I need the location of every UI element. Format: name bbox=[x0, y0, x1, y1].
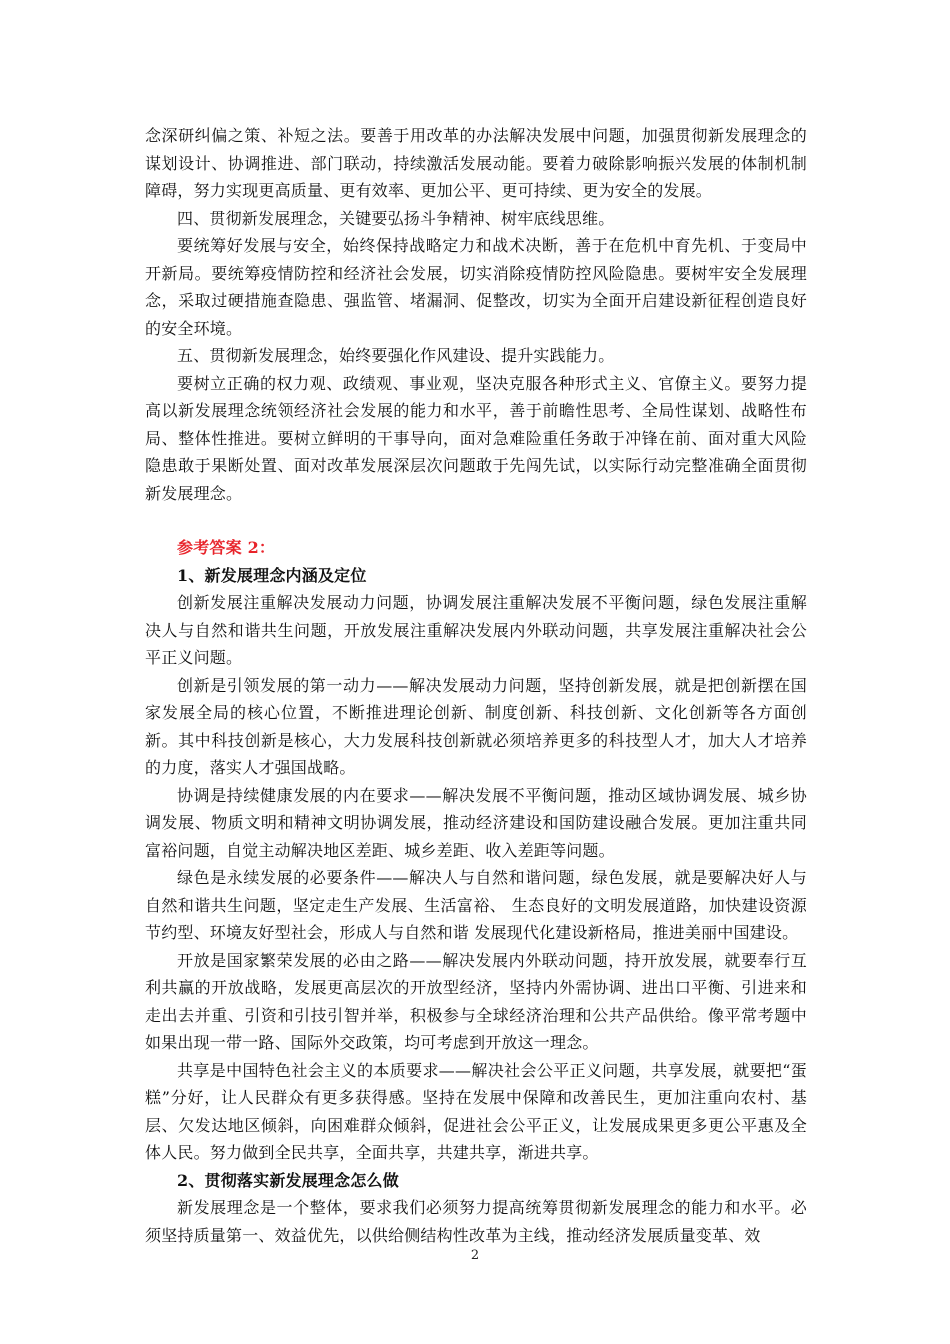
paragraph: 开放是国家繁荣发展的必由之路——解决发展内外联动问题，持开放发展，就要奉行互利共赢的开放战略，发展更高层次的开放型经济，坚持内外需协调、进出口平衡、引进来和走出去并重、引资和引技引智并举，积极参与全球经济治理和公共产品供给。像平常考题中如果出现一带一路、国际外交政策，均可考虑到开放这一理念。 bbox=[145, 950, 807, 1052]
paragraph: 创新是引领发展的第一动力——解决发展动力问题，坚持创新发展，就是把创新摆在国家发展全局的核心位置，不断推进理论创新、制度创新、科技创新、文化创新等各方面创新。其中科技创新是核心，大力发展科技创新就必须培养更多的科技型人才，加大人才培养的力度，落实人才强国战略。 bbox=[145, 675, 807, 777]
section-heading-four: 四、贯彻新发展理念，关键要弘扬斗争精神、树牢底线思维。 bbox=[177, 208, 615, 228]
paragraph: 协调是持续健康发展的内在要求——解决发展不平衡问题，推动区域协调发展、城乡协调发展、物质文明和精神文明协调发展，推动经济建设和国防建设融合发展。更加注重共同富裕问题，自觉主动解决地区差距、城乡差距、收入差距等问题。 bbox=[145, 785, 807, 860]
paragraph: 要树立正确的权力观、政绩观、事业观，坚决克服各种形式主义、官僚主义。要努力提高以新发展理念统领经济社会发展的能力和水平，善于前瞻性思考、全局性谋划、战略性布局、整体性推进。要树立鲜明的干事导向，面对急难险重任务敢于冲锋在前、面对重大风险隐患敢于果断处置、面对改革发展深层次问题敢于先闯先试，以实际行动完整准确全面贯彻新发展理念。 bbox=[145, 373, 807, 503]
paragraph: 新发展理念是一个整体，要求我们必须努力提高统筹贯彻新发展理念的能力和水平。必须坚持质量第一、效益优先，以供给侧结构性改革为主线，推动经济发展质量变革、效 bbox=[145, 1198, 807, 1245]
section2-heading: 2、贯彻落实新发展理念怎么做 bbox=[177, 1170, 399, 1190]
paragraph: 念深研纠偏之策、补短之法。要善于用改革的办法解决发展中问题，加强贯彻新发展理念的谋划设计、协调推进、部门联动，持续激活发展动能。要着力破除影响振兴发展的体制机制障碍，努力实现更高质量、更有效率、更加公平、更可持续、更为安全的发展。 bbox=[145, 126, 807, 200]
paragraph: 创新发展注重解决发展动力问题，协调发展注重解决发展不平衡问题，绿色发展注重解决人与自然和谐共生问题，开放发展注重解决发展内外联动问题，共享发展注重解决社会公平正义问题。 bbox=[145, 593, 807, 667]
page-number: 2 bbox=[470, 1248, 480, 1263]
paragraph: 共享是中国特色社会主义的本质要求——解决社会公平正义问题，共享发展，就要把“蛋糕”分好，让人民群众有更多获得感。坚持在发展中保障和改善民生，更加注重向农村、基层、欠发达地区倾斜，向困难群众倾斜，促进社会公平正义，让发展成果更多更公平惠及全体人民。努力做到全民共享，全面共享，共建共享，渐进共享。 bbox=[145, 1060, 807, 1162]
paragraph: 绿色是永续发展的必要条件——解决人与自然和谐问题，绿色发展，就是要解决好人与自然和谐共生问题，坚定走生产发展、生活富裕、 生态良好的文明发展道路，加快建设资源节约型、环境友好型社会，形成人与自然和谐 发展现代化建设新格局，推进美丽中国建设。 bbox=[145, 868, 807, 942]
answer-label: 参考答案 2： bbox=[177, 538, 276, 557]
paragraph: 要统筹好发展与安全，始终保持战略定力和战术决断，善于在危机中育先机、于变局中开新局。要统筹疫情防控和经济社会发展，切实消除疫情防控风险隐患。要树牢安全发展理念，采取过硬措施查隐患、强监管、堵漏洞、促整改，切实为全面开启建设新征程创造良好的安全环境。 bbox=[145, 236, 807, 338]
section-heading-five: 五、贯彻新发展理念，始终要强化作风建设、提升实践能力。 bbox=[177, 346, 615, 365]
document-body bbox=[145, 122, 807, 1249]
section1-heading: 1、新发展理念内涵及定位 bbox=[177, 565, 367, 585]
spacer bbox=[145, 507, 807, 534]
